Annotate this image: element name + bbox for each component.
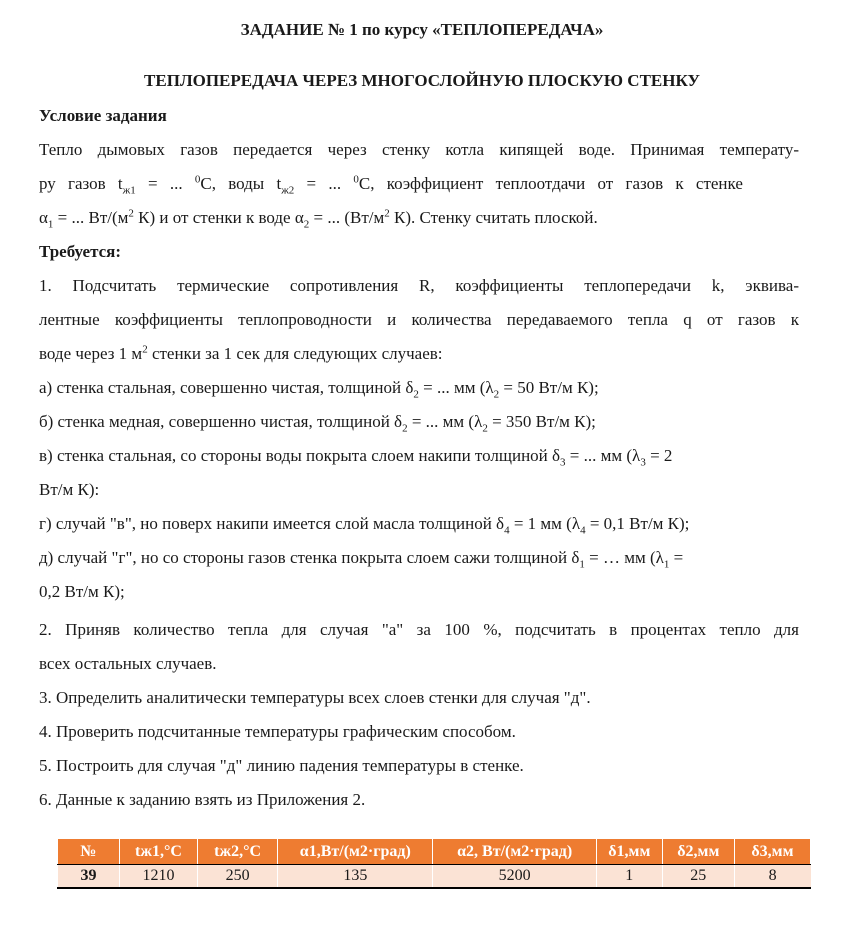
table-header-cell: δ1,мм — [596, 839, 662, 865]
item2-line2: всех остальных случаев. — [39, 654, 217, 673]
table-header-cell: № — [58, 839, 120, 865]
table-cell: 8 — [734, 865, 810, 889]
item1-line2: лентные коэффициенты теплопроводности и количества передаваемого тепла q от газов к — [39, 310, 799, 329]
case-g: г) случай "в", но поверх накипи имеется слой масла толщиной $\delta_4 = 1$ мм ($\lambda_4 = 0,1$ Вт/м К); — [39, 514, 690, 537]
condition-heading: Условие задания — [39, 106, 167, 125]
table-cell: 1 — [596, 865, 662, 889]
case-b: б) стенка медная, совершенно чистая, толщиной $\delta_2$ = ... мм ($\lambda_2 = 350$ Вт/м К); — [39, 412, 596, 435]
case-v-line2: Вт/м К): — [39, 480, 100, 499]
table-header-cell: tж2,°C — [198, 839, 278, 865]
table-cell: 5200 — [433, 865, 596, 889]
document-title: ЗАДАНИЕ № 1 по курсу «ТЕПЛОПЕРЕДАЧА» — [240, 20, 604, 39]
table-header-cell: α2, Вт/(м2·град) — [433, 839, 596, 865]
table-header-cell: α1,Вт/(м2·град) — [278, 839, 433, 865]
table-cell: 250 — [198, 865, 278, 889]
item2-line1: 2. Приняв количество тепла для случая "а" за 100 %, подсчитать в процентах тепло для — [39, 620, 799, 639]
item4: 4. Проверить подсчитанные температуры графическим способом. — [39, 722, 516, 741]
case-v-line1: в) стенка стальная, со стороны воды покрыта слоем накипи толщиной $\delta_3$ = ... мм ($\lambda_3 = 2$ — [39, 446, 673, 469]
item6: 6. Данные к заданию взять из Приложения 2. — [39, 790, 366, 809]
table-header-cell: δ3,мм — [734, 839, 810, 865]
condition-line-1: Тепло дымовых газов передается через стенку котла кипящей воде. Принимая температу- — [39, 140, 799, 159]
document-subtitle: ТЕПЛОПЕРЕДАЧА ЧЕРЕЗ МНОГОСЛОЙНУЮ ПЛОСКУЮ СТЕНКУ — [144, 71, 700, 90]
case-a: а) стенка стальная, совершенно чистая, толщиной $\delta_2$ = ... мм ($\lambda_2 = 50$ Вт/м К); — [39, 378, 599, 401]
table-row — [58, 865, 811, 889]
item1-line1: 1. Подсчитать термические сопротивления R, коэффициенты теплопередачи k, эквива- — [39, 276, 799, 295]
table-header-row — [58, 839, 811, 865]
data-table — [57, 838, 811, 889]
condition-line-2: ру газов $t_{ж1}$ = ... $^0$С, воды $t_{ж2}$ = ... $^0$С, коэффициент теплоотдачи от газов к стенке — [39, 173, 743, 197]
required-heading: Требуется: — [39, 242, 122, 261]
table-cell: 1210 — [119, 865, 197, 889]
item5: 5. Построить для случая "д" линию падения температуры в стенке. — [39, 756, 524, 775]
case-d-line2: 0,2 Вт/м К); — [39, 582, 125, 601]
table-cell: 135 — [278, 865, 433, 889]
item3: 3. Определить аналитически температуры всех слоев стенки для случая "д". — [39, 688, 591, 707]
table-cell: 25 — [662, 865, 734, 889]
table-cell: 39 — [58, 865, 120, 889]
table-header-cell: δ2,мм — [662, 839, 734, 865]
case-d-line1: д) случай "г", но со стороны газов стенка покрыта слоем сажи толщиной $\delta_1$ = … мм ($\lambda_1$ = — [39, 548, 684, 571]
item1-line3: воде через 1 $м^2$ стенки за 1 сек для следующих случаев: — [39, 343, 443, 363]
condition-line-3: $\alpha_1$ = ... $Вт/(м^2$ К) и от стенки к воде $\alpha_2$ = ... ($Вт/м^2$ К). Стенку считать плоской. — [39, 207, 598, 231]
table-header-cell: tж1,°C — [119, 839, 197, 865]
